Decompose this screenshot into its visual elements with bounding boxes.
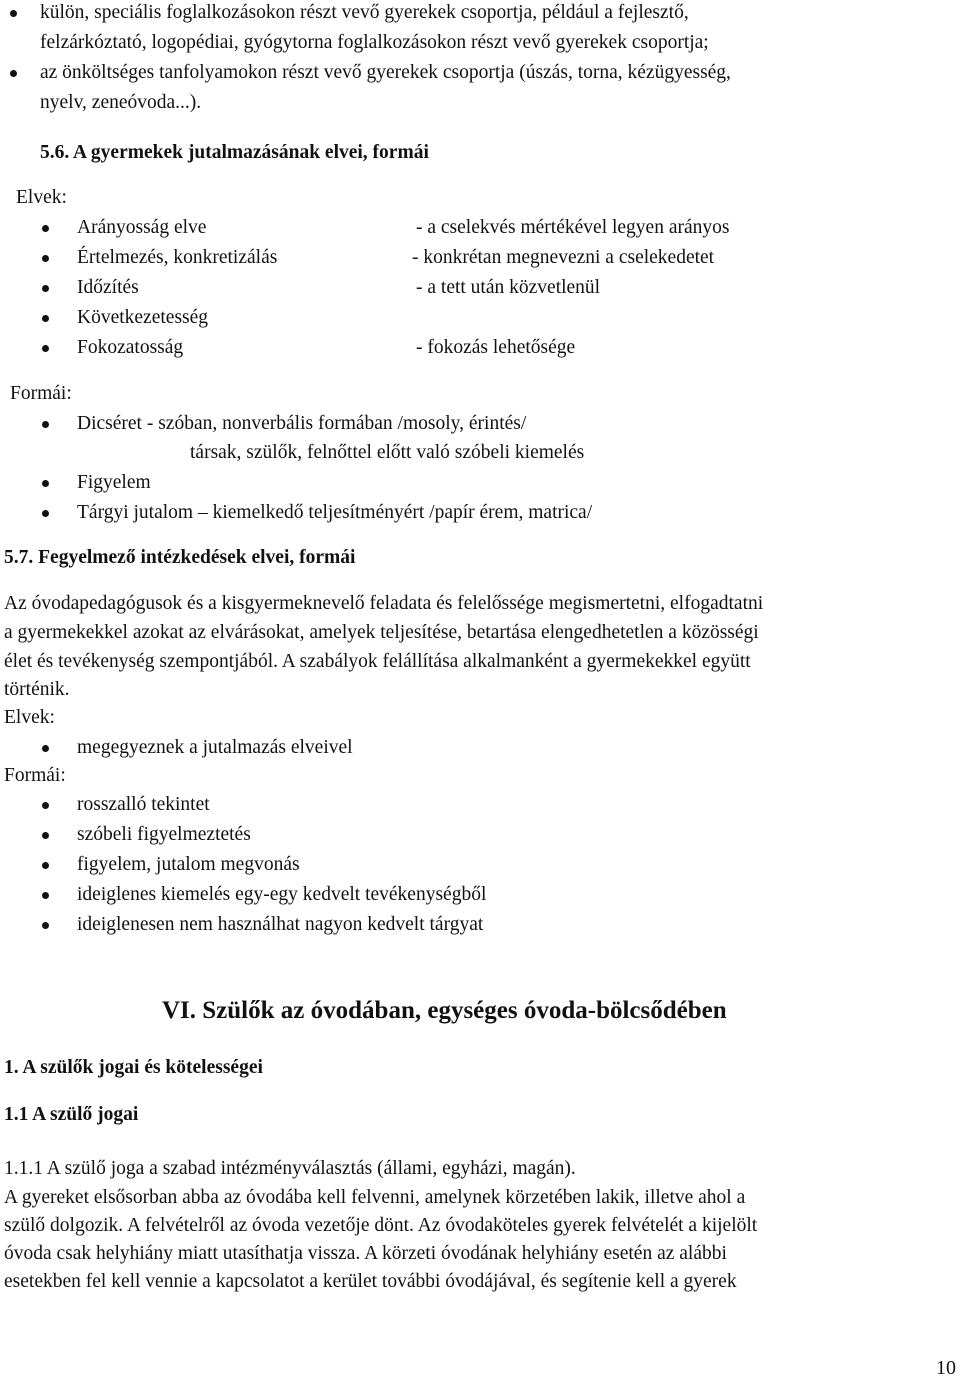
section-1-1-heading: 1.1 A szülő jogai [4,1104,139,1125]
formai-item: ideiglenesen nem használhat nagyon kedvelt tárgyat [77,914,484,935]
formai-item: szóbeli figyelmeztetés [77,824,251,845]
bullet [42,345,49,352]
bullet [42,255,49,262]
principle-name: Időzítés [77,277,139,298]
formai-item: ideiglenes kiemelés egy-egy kedvelt tevékenységből [77,884,487,905]
formai-label: Formái: [10,383,72,404]
formai-item: rosszalló tekintet [77,794,210,815]
paragraph-line: szülő dolgozik. A felvételről az óvoda vezetője dönt. Az óvodaköteles gyerek felvételét a kijelölt [4,1215,758,1236]
paragraph-line: a gyermekekkel azokat az elvárásokat, amelyek teljesítése, betartása elengedhetetlen a közösségi [4,622,759,643]
paragraph-line: A gyereket elsősorban abba az óvodába kell felvenni, amelynek körzetében lakik, illetve ahol a [4,1187,746,1208]
bullet [42,225,49,232]
paragraph-line: Az óvodapedagógusok és a kisgyermeknevelő feladata és felelőssége megismertetni, elfogadtatni [4,593,764,614]
bullet [42,745,49,752]
form-figyelem: Figyelem [77,472,151,493]
bullet [42,862,49,869]
bullet [42,510,49,517]
section-5-6-heading: 5.6. A gyermekek jutalmazásának elvei, formái [40,142,429,163]
intro-bullet-1-line-2: felzárkóztató, logopédiai, gyógytorna foglalkozásokon részt vevő gyerekek csoportja; [40,32,709,53]
bullet [42,802,49,809]
principle-desc: - fokozás lehetősége [416,337,576,358]
intro-bullet-1-line-1: külön, speciális foglalkozásokon részt vevő gyerekek csoportja, például a fejlesztő, [40,2,689,23]
formai-item: figyelem, jutalom megvonás [77,854,300,875]
paragraph-line: óvoda csak helyhiány miatt utasíthatja vissza. A körzeti óvodának helyhiány esetén az alábbi [4,1243,727,1264]
bullet [42,922,49,929]
paragraph-line: történik. [4,679,70,700]
bullet [42,421,49,428]
form-targyi: Tárgyi jutalom – kiemelkedő teljesítményért /papír érem, matrica/ [77,502,593,523]
principle-name: Következetesség [77,307,209,328]
section-5-7-heading: 5.7. Fegyelmező intézkedések elvei, formái [4,547,356,568]
bullet [42,285,49,292]
bullet [42,480,49,487]
bullet [42,832,49,839]
form-dicseret-line-2: társak, szülők, felnőttel előtt való szóbeli kiemelés [190,442,585,463]
intro-bullet-2-line-2: nyelv, zeneóvoda...). [40,92,202,113]
elvek-label: Elvek: [16,187,67,208]
bullet [10,10,17,17]
bullet [42,315,49,322]
bullet [10,70,17,77]
form-dicseret-line-1: Dicséret - szóban, nonverbális formában /mosoly, érintés/ [77,413,527,434]
bullet [42,892,49,899]
principle-desc: - a cselekvés mértékével legyen arányos [416,217,730,238]
chapter-vi-title: VI. Szülők az óvodában, egységes óvoda-bölcsődében [162,997,727,1024]
formai-label: Formái: [4,765,66,786]
intro-bullet-2-line-1: az önköltséges tanfolyamokon részt vevő gyerekek csoportja (úszás, torna, kézügyesség, [40,62,731,83]
principle-name: Értelmezés, konkretizálás [77,247,278,268]
elvek-item: megegyeznek a jutalmazás elveivel [77,737,353,758]
section-1-heading: 1. A szülők jogai és kötelességei [4,1057,263,1078]
page-number: 10 [936,1357,956,1379]
paragraph-line: élet és tevékenység szempontjából. A szabályok felállítása alkalmanként a gyermekekkel együtt [4,651,751,672]
elvek-label: Elvek: [4,707,55,728]
paragraph-line: 1.1.1 A szülő joga a szabad intézményválasztás (állami, egyházi, magán). [4,1158,576,1179]
principle-name: Arányosság elve [77,217,207,238]
paragraph-line: esetekben fel kell vennie a kapcsolatot a kerület további óvodájával, és segítenie kell a gyerek [4,1271,737,1292]
principle-desc: - a tett után közvetlenül [416,277,601,298]
principle-desc: - konkrétan megnevezni a cselekedetet [412,247,715,268]
principle-name: Fokozatosság [77,337,184,358]
